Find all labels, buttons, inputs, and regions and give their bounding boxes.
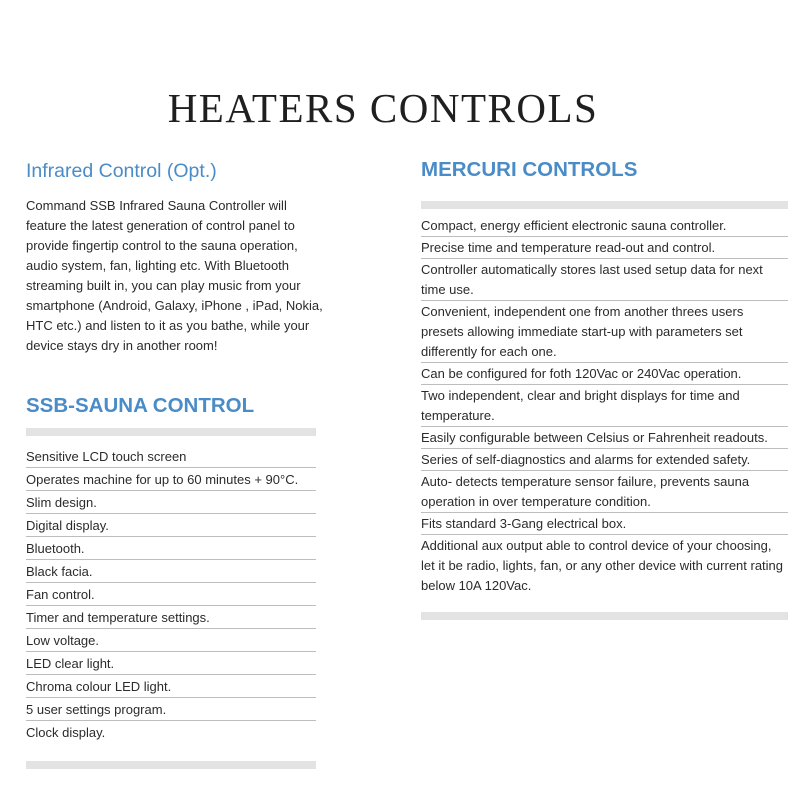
list-item: Operates machine for up to 60 minutes + 90°C. <box>26 468 316 491</box>
list-item: Chroma colour LED light. <box>26 675 316 698</box>
list-item: 5 user settings program. <box>26 698 316 721</box>
list-item: Low voltage. <box>26 629 316 652</box>
list-item: Easily configurable between Celsius or Fahrenheit readouts. <box>421 427 788 449</box>
list-item: Black facia. <box>26 560 316 583</box>
list-item: Bluetooth. <box>26 537 316 560</box>
mercuri-top-divider <box>421 201 788 209</box>
ssb-bottom-divider <box>26 761 316 769</box>
list-item: LED clear light. <box>26 652 316 675</box>
list-item: Controller automatically stores last used setup data for next time use. <box>421 259 788 301</box>
ssb-feature-list <box>26 445 316 743</box>
list-item: Series of self-diagnostics and alarms for extended safety. <box>421 449 788 471</box>
ssb-heading: SSB-SAUNA CONTROL <box>26 394 255 417</box>
mercuri-heading: MERCURI CONTROLS <box>421 158 638 181</box>
list-item: Fan control. <box>26 583 316 606</box>
right-column <box>421 158 791 620</box>
mercuri-feature-list <box>421 215 788 596</box>
list-item: Precise time and temperature read-out and control. <box>421 237 788 259</box>
list-item: Additional aux output able to control device of your choosing, let it be radio, lights, fan, or any other device with current rating below 10A 120Vac. <box>421 538 784 593</box>
left-column <box>26 158 326 769</box>
list-item: Slim design. <box>26 491 316 514</box>
infrared-heading: Infrared Control (Opt.) <box>26 160 217 182</box>
list-item: Digital display. <box>26 514 316 537</box>
list-item: Can be configured for foth 120Vac or 240Vac operation. <box>421 363 788 385</box>
list-item: Sensitive LCD touch screen <box>26 445 316 468</box>
list-item: Two independent, clear and bright displays for time and temperature. <box>421 385 788 427</box>
ssb-top-divider <box>26 428 316 436</box>
mercuri-bottom-divider <box>421 612 788 620</box>
list-item: Fits standard 3-Gang electrical box. <box>421 513 788 535</box>
list-item: Clock display. <box>26 725 106 740</box>
list-item: Compact, energy efficient electronic sauna controller. <box>421 215 788 237</box>
page-title: HEATERS CONTROLS <box>167 85 599 131</box>
list-item: Timer and temperature settings. <box>26 606 316 629</box>
list-item: Convenient, independent one from another threes users presets allowing immediate start-up with parameters set differently for each one. <box>421 301 788 363</box>
list-item: Auto- detects temperature sensor failure, prevents sauna operation in over temperature condition. <box>421 471 788 513</box>
infrared-description: Command SSB Infrared Sauna Controller will feature the latest generation of control panel to provide fingertip control to the sauna operation, audio system, fan, lighting etc. With Bluetooth streaming built in, you can play music from your smartphone (Android, Galaxy, iPhone , iPad, Nokia, HTC etc.) and listen to it as you bathe, while your device stays dry in another room! <box>26 198 323 353</box>
